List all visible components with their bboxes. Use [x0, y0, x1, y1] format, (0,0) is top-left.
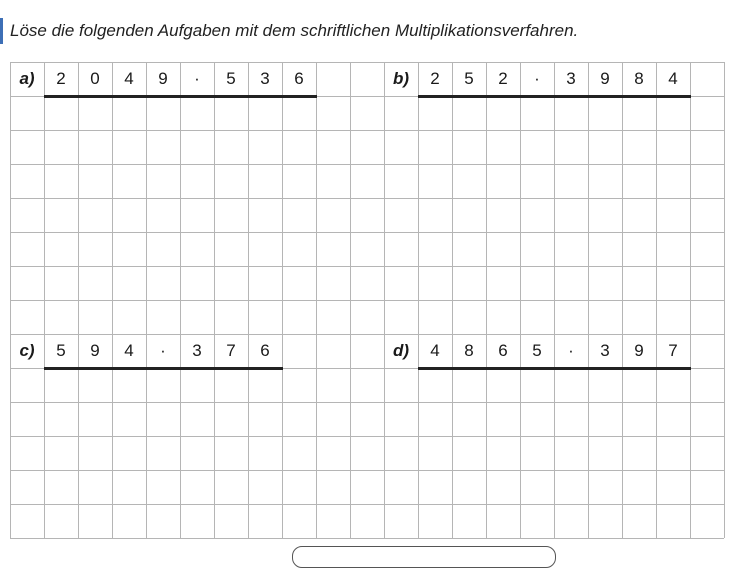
instruction-text: Löse die folgenden Aufgaben mit dem schriftlichen Multiplikationsverfahren. [10, 21, 579, 40]
problem-c-multiply-sign: · [160, 341, 166, 360]
problem-d-digit: 6 [498, 341, 508, 360]
problem-c-underline [44, 367, 283, 370]
problem-a-underline [44, 95, 317, 98]
problem-b-digit: 2 [498, 69, 508, 88]
problem-b-digit: 5 [464, 69, 474, 88]
problem-b-digit: 2 [430, 69, 440, 88]
problem-c-digit: 3 [192, 341, 202, 360]
problem-a-digit: 4 [124, 69, 134, 88]
problem-a-digit: 3 [260, 69, 270, 88]
problem-b-digit: 8 [634, 69, 644, 88]
problem-c-digit: 5 [56, 341, 66, 360]
problem-a-digit: 2 [56, 69, 66, 88]
problem-d-underline [418, 367, 691, 370]
problem-c-label: c) [19, 341, 35, 360]
problem-d-digit: 4 [430, 341, 440, 360]
problem-c-digit: 4 [124, 341, 134, 360]
problem-d-multiply-sign: · [568, 341, 574, 360]
problem-d-digit: 3 [600, 341, 610, 360]
problem-d-digit: 5 [532, 341, 542, 360]
problem-a-digit: 9 [158, 69, 168, 88]
problem-b-digit: 3 [566, 69, 576, 88]
problem-a-multiply-sign: · [194, 69, 200, 88]
problem-d-digit: 9 [634, 341, 644, 360]
problem-b-multiply-sign: · [534, 69, 540, 88]
problem-d-digit: 7 [668, 341, 678, 360]
problem-a-label: a) [19, 69, 35, 88]
problem-b-label: b) [392, 69, 410, 88]
problem-d-digit: 8 [464, 341, 474, 360]
problem-a-digit: 0 [90, 69, 100, 88]
problem-c-digit: 6 [260, 341, 270, 360]
problem-d-label: d) [392, 341, 410, 360]
problem-a-digit: 5 [226, 69, 236, 88]
problem-c-digit: 7 [226, 341, 236, 360]
page-tab-decoration [292, 546, 556, 568]
problem-a-digit: 6 [294, 69, 304, 88]
problem-b-digit: 9 [600, 69, 610, 88]
problem-b-digit: 4 [668, 69, 678, 88]
problem-c-digit: 9 [90, 341, 100, 360]
problem-b-underline [418, 95, 691, 98]
